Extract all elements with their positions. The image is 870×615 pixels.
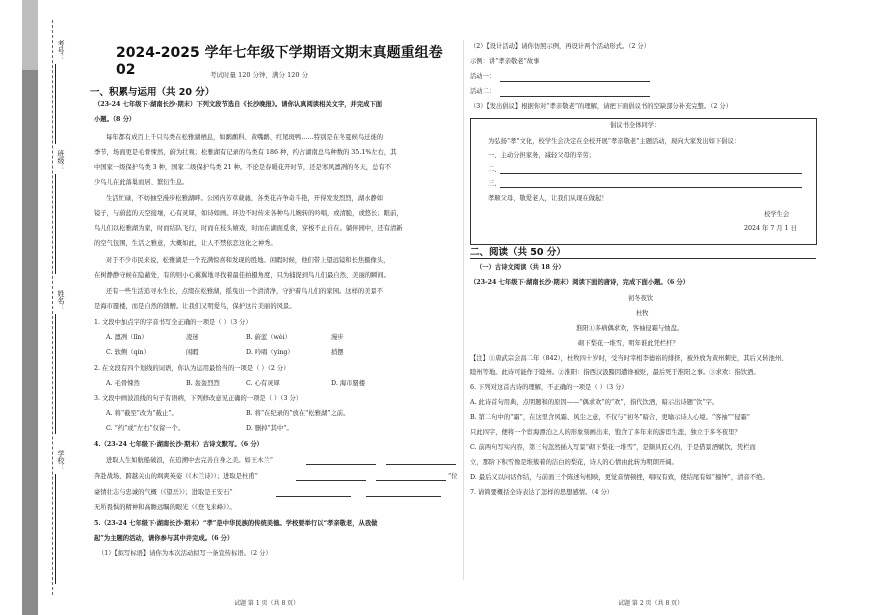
proposal-heading: 倡议书全体同学： [610, 122, 661, 129]
right-page [468, 0, 860, 615]
option: 漫步 [331, 334, 344, 341]
option[interactable]: C. “约”或“左右”仅留一个。 [106, 425, 185, 432]
class-field[interactable] [55, 174, 56, 274]
passage-line: 在树静静守候在隐蔽处，有的则小心翼翼地寻找着最佳拍摄角度，只为捕捉到鸟儿们最自然、美丽的瞬间。 [94, 272, 390, 279]
answer-blank[interactable] [376, 480, 446, 481]
question-intro-2: 小题。（8 分） [94, 116, 136, 123]
proposal-intro: 为弘扬“孝”文化，校学生会决定在全校开展“孝亲敬老”主题活动，现向大家发出如下倡议： [488, 138, 741, 145]
option[interactable]: B. 轰轰烈烈 [186, 380, 220, 387]
activity-1-label: 活动一： [470, 73, 496, 80]
activity-2-field[interactable] [500, 96, 650, 97]
question-5-3: （3）【发出倡议】根据你对“孝亲敬老”的理解，请把下面倡议书的空缺部分补充完整。（2 分） [470, 103, 733, 110]
passage-line: 少鸟儿在此落巢而居、繁衍生息。 [94, 179, 189, 186]
passage-line: 鸟儿们以松雅湖为家，时而结队飞行，时而在枝头嬉戏，时而在湖面觅食，穿梭不止自在。躺伴园中，还有清新 [94, 225, 403, 232]
option-cont: 只此四字，便将一个宦海漂泊之人的形象刻画出来，饱含了多年来的游宦生涯，独立于多冬夜里？ [470, 429, 741, 436]
answer-blank[interactable] [306, 464, 376, 465]
fill-tail: ”位 [448, 473, 458, 480]
passage-line: 每年都有成百上千只鸟类在松雅湖栖息，如鹬鹬科、黄嘴鹬、红尾斑鸭……特别是在冬夏候鸟迁徙的 [106, 134, 384, 141]
passage-line: 是海市蜃楼，而是自然的馈赠。让我们又明爱鸟，保护这片美丽的风景。 [94, 303, 296, 310]
option[interactable]: A. 将“截至”改为“截止”。 [106, 410, 178, 417]
passage-line: 中国家一级保护鸟类 3 种，国家二级保护鸟类 21 种。不论是春暖花开时节，还是寒风凛冽的冬天，总有不 [94, 164, 392, 171]
question-1: 1. 文段中加点字的字音书写全正确的一项是（ ）（3 分） [94, 319, 252, 326]
question-6: 6. 下列对这首古诗的理解，不正确的一项是（ ）（3 分） [470, 384, 628, 391]
page-title: 2024-2025 学年七年级下学期语文期末真题重组卷 02 [116, 45, 443, 78]
question-5: 5.（23-24 七年级下·湖南长沙·期末）“孝”是中华民族的传统美德。学校要举行以“孝亲敬老，从我做 [94, 520, 378, 527]
answer-blank[interactable] [296, 480, 366, 481]
question-3: 3. 文段中画波浪线的句子有语病，下列修改意见正确的一项是（ ）（3 分） [94, 395, 303, 402]
poem-question-intro: （23-24 七年级下·湖南长沙·期末）阅读下面的唐诗，完成下面小题。（6 分） [470, 279, 690, 286]
option[interactable]: C. 前两句写实内容，第三句忽然插入写景“砌下梨花一堆雪”，是颇具匠心的，于是借景酒赋饮，凭栏而 [470, 444, 756, 451]
school-label: 学校： [57, 450, 65, 471]
proposal-item-2: 二、 [488, 166, 501, 173]
proposal-date: 2024 年 7 月 1 日 [744, 225, 797, 232]
margin-bar-top [22, 0, 38, 70]
proposal-blank-2[interactable] [500, 173, 802, 174]
subsection-heading: （一）古诗文阅读（共 18 分） [476, 264, 565, 271]
section-heading: 一、积累与运用（共 20 分） [90, 87, 215, 98]
name-label: 姓名： [57, 290, 65, 311]
page-footer: 试题 第 1 页（共 8 页） [234, 600, 300, 607]
poem-note: 睦州等地。此诗可能作于睦州。②淮阳：指西汉汲黯因遭谗被贬，最后死于淮阳之事。③求欢：指饮酒。 [470, 369, 760, 376]
margin-bar [22, 0, 38, 615]
student-id-label: 考号： [57, 40, 65, 61]
proposal-closing: 孝顺父母，敬爱老人，让我们从现在做起！ [488, 195, 608, 202]
page-footer: 试题 第 2 页（共 8 页） [618, 600, 684, 607]
option[interactable]: A. 毛骨悚然 [106, 380, 140, 387]
activity-2-label: 活动二： [470, 88, 496, 95]
fill-line-text: 奔赴战场、跨越关山的飒爽英姿（《木兰诗》）；进取是杜甫“ [94, 473, 258, 480]
poem-author: 杜牧 [636, 310, 649, 317]
option: 闲暇 [186, 349, 199, 356]
option[interactable]: C. 软侧（qín） [106, 349, 150, 356]
passage-line: 生活忙碌，不妨抽空漫步松雅湖畔。公园内芳草葳蕤，各类花卉争奇斗艳，开得发发烈烈，湖水静如 [106, 195, 384, 202]
option-cont: 立，那阶下积雪像是堆簇着的洁白的梨花，诗人的心情由此转为明朗开阔。 [470, 459, 678, 466]
name-field[interactable] [55, 314, 56, 434]
page-divider [463, 40, 464, 580]
passage-line: 的空气包围，生活之雅意，大概如此，让人不禁依恋这化之神秀。 [94, 240, 277, 247]
section-rule [470, 258, 816, 259]
question-5-1: （1）【拟写标语】请你为本次活动拟写一条宣传标语。（2 分） [98, 550, 272, 557]
passage-line: 镜子，与蔚蓝的天空接壤，心有灵犀，如诗如画。环边不时传来各种鸟儿婉转的吟唱，或清脆，或悠长；眼前， [94, 210, 403, 217]
option[interactable]: C. 心有灵犀 [246, 380, 280, 387]
example-text: 示例：讲“孝亲敬老”故事 [470, 58, 540, 65]
proposal-item-1: 一、主动分担家务，减轻父母的辛劳； [488, 152, 596, 159]
option[interactable]: D. 删掉“其中”。 [246, 425, 293, 432]
left-page [76, 0, 460, 615]
exam-info: 考试时量 120 分钟，满分 120 分 [210, 71, 309, 79]
option[interactable]: B. 第二句中的“霜”，在这里含风霜、风尘之意，不仅与“初冬”暗合，更喻示诗人心境。“客袖”“侵霜” [470, 414, 750, 421]
option[interactable]: D. 吟唱（yíng） [246, 349, 294, 356]
student-id-field[interactable] [55, 64, 56, 144]
poem-line: 砌下梨花一堆雪，明年谁此凭栏杆？ [578, 340, 679, 347]
question-2: 2. 在文段有四个划线的词语，你认为运用最恰当的一项是（ ）（2 分） [94, 365, 290, 372]
option[interactable]: A. 此诗首句用典，点明题和的原因——“偶求欢”的“欢”，指代饮酒，暗示出诗题“饮”字。 [470, 399, 719, 406]
poem-title: 初冬夜饮 [628, 295, 654, 302]
question-intro: （23-24 七年级下·湖南长沙·期末）下列文段节选自《长沙晚报》。请你认真阅读相关文字，并完成下面 [94, 101, 383, 108]
passage-line: 对于不少市民来说，松雅湖是一个充满惊喜和发现的胜地。闲暇时候，他们带上望远镜和长焦摄像头， [106, 257, 390, 264]
answer-blank[interactable] [276, 496, 351, 497]
question-5-cont: 起”为主题的活动，请你参与其中并完成。（6 分） [94, 535, 234, 542]
passage-line: 还有一些生活追寻水生长，点缀在松雅湖，摇曳出一个清清净，守护着鸟儿们的家园。这样的美景不 [106, 288, 384, 295]
question-5-2: （2）【设计活动】请你仿照示例，再设计两个活动形式。（2 分） [470, 43, 651, 50]
binding-margin [0, 0, 65, 615]
fill-line-text: 进取人生如航船破浪，在追溯中去完善自身之美。如王木兰“ [106, 457, 273, 464]
question-4: 4.（23-24 七年级下·湖南长沙·期末）古诗文默写。（6 分） [94, 441, 263, 448]
option: 凌迷 [186, 334, 199, 341]
option[interactable]: D. 最后又以问话作结，与前面三个陈述句相映，更觉音情顿挫，唱叹有致，使结尾有如“撞钟”，清音不绝。 [470, 474, 769, 481]
class-label: 班级： [57, 150, 65, 171]
option[interactable]: B. 将“在纪录的”放在“松雅湖”之前。 [246, 410, 350, 417]
option[interactable]: A. 凛冽（lǐn） [106, 334, 148, 341]
fill-line-text: 豪情壮志与忠诚的气概（《望岳》）；进取是王安石“ [94, 489, 233, 496]
proposal-org: 校学生会 [764, 211, 790, 218]
activity-1-field[interactable] [500, 81, 650, 82]
proposal-blank-3[interactable] [500, 187, 802, 188]
option[interactable]: D. 海市蜃楼 [331, 380, 366, 387]
answer-blank[interactable] [366, 496, 441, 497]
answer-blank[interactable] [386, 464, 456, 465]
option[interactable]: B. 蔚蓝（wèi） [246, 334, 291, 341]
school-field[interactable] [55, 474, 56, 584]
option: 捎摆 [331, 349, 344, 356]
section-heading: 二、阅读（共 50 分） [470, 247, 566, 258]
proposal-item-3: 三、 [488, 180, 501, 187]
poem-line: 淮阳①多病偶求欢，客袖侵霜与烛盘。 [576, 325, 684, 332]
cut-line [52, 20, 53, 595]
fill-line-text: 无所畏惧的精神和高瞻远瞩的眼光（《登飞来峰》）。 [94, 504, 236, 511]
poem-note: 【注】①唐武宗会昌二年（842），杜牧四十岁时，受当时宰相李德裕的排挤，被外放为黄州刺史，其后又转池州、 [470, 355, 788, 362]
passage-line: 季节，场面更是毛骨悚然，蔚为壮观；松雅湖有记录的鸟类有 186 种，约占湖南总鸟种数的 35.1%左右，其 [94, 149, 397, 156]
question-7: 7. 请简要概括全诗表达了怎样的思想感情。（4 分） [470, 489, 614, 496]
